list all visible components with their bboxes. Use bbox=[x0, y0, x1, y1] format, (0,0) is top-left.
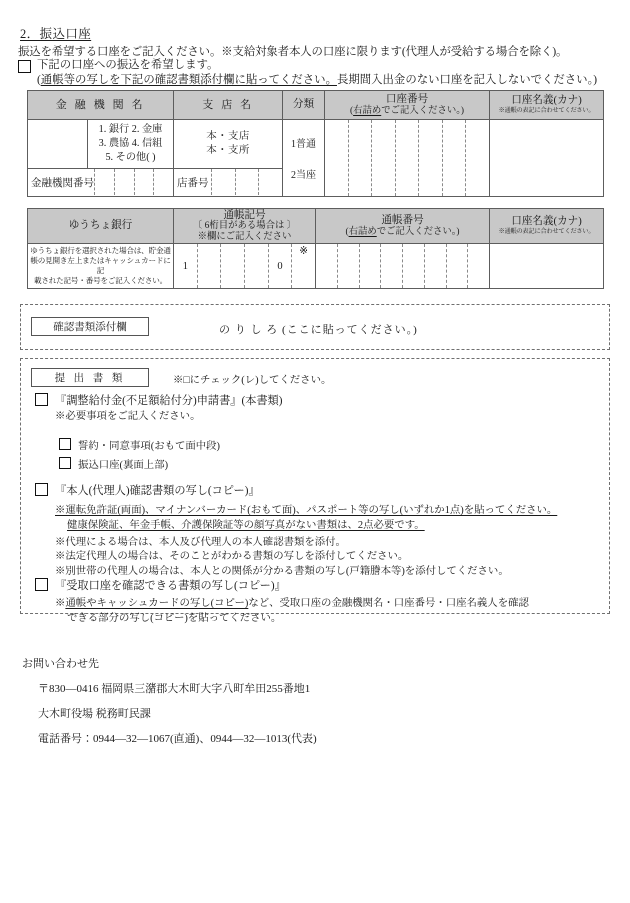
account-category-cell[interactable] bbox=[283, 120, 325, 197]
wish-transfer-text bbox=[37, 58, 597, 88]
header-branch-name: 支 店 名 bbox=[174, 91, 283, 120]
bank-table-entry-row bbox=[28, 120, 604, 169]
branch-number-cell-box[interactable] bbox=[259, 169, 282, 195]
submit-item-3 bbox=[35, 577, 286, 593]
yucho-header-row bbox=[28, 209, 604, 244]
submit-item-2-note-2: ※法定代理人の場合は、そのことがわかる書類の写しを添付してください。 bbox=[55, 551, 409, 563]
submit-subitem-2 bbox=[59, 456, 168, 471]
passbook-number-cell[interactable] bbox=[360, 244, 382, 288]
branch-option-1: 本・支店 bbox=[206, 131, 250, 142]
branch-option-2: 本・支所 bbox=[206, 144, 250, 156]
wish-transfer-checkbox[interactable] bbox=[18, 60, 31, 73]
header-yucho-holder: 口座名義(カナ) ※通帳の表記に合わせてください。 bbox=[490, 209, 604, 244]
section-lead-text: 振込を希望する口座をご記入ください。※支給対象者本人の口座に限ります(代理人が受給する場合を除く)。 bbox=[18, 46, 568, 58]
submit-item-3-note-rest: など、受取口座の金融機関名・口座番号・口座名義人を確認 bbox=[248, 598, 529, 609]
passbook-symbol-cell[interactable] bbox=[245, 244, 269, 288]
passbook-number-cells[interactable] bbox=[316, 244, 490, 289]
header-institution-name: 金 融 機 関 名 bbox=[28, 91, 174, 120]
passbook-number-cell[interactable] bbox=[425, 244, 447, 288]
submit-item-3-note-line2: できる部分の写し(コピー)を貼ってください。 bbox=[67, 612, 282, 624]
institution-number-cell-box[interactable] bbox=[154, 169, 173, 195]
account-holder-input[interactable] bbox=[490, 120, 604, 197]
account-number-cell[interactable] bbox=[396, 120, 420, 196]
passbook-symbol-cell[interactable]: 0 bbox=[269, 244, 293, 288]
branch-number-cell-box[interactable] bbox=[212, 169, 236, 195]
yucho-instruction-note bbox=[28, 244, 174, 289]
header-passbook-number: 通帳番号 (右詰めでご記入ください。) bbox=[316, 209, 490, 244]
bank-table-header-row bbox=[28, 91, 604, 120]
branch-number-label: 店番号 bbox=[174, 169, 212, 195]
submit-subitem-1-label: 誓約・同意事項(おもて面中段) bbox=[78, 441, 220, 452]
yucho-account-table bbox=[27, 208, 604, 289]
branch-name-input[interactable] bbox=[174, 120, 283, 169]
submit-item-2-note-underlined-2: 健康保険証、年金手帳、介護保険証等の顔写真がない書類は、2点必要です。 bbox=[67, 519, 425, 531]
account-number-grid[interactable] bbox=[325, 120, 489, 196]
yucho-holder-input[interactable] bbox=[490, 244, 604, 289]
branch-number-cell[interactable] bbox=[174, 168, 283, 196]
category-option-futsu[interactable]: 1普通 bbox=[291, 139, 316, 150]
submit-item-2 bbox=[35, 482, 260, 498]
submit-item-3-checkbox[interactable] bbox=[35, 578, 48, 591]
passbook-symbol-cells[interactable] bbox=[174, 244, 316, 289]
submit-subitem-2-label: 振込口座(裏面上部) bbox=[78, 460, 169, 471]
contact-office: 大木町役場 税務町民課 bbox=[38, 708, 151, 720]
yucho-note-line: ゆうちょ銀行を選択された場合は、貯金通 bbox=[30, 245, 171, 255]
institution-number-cell-box[interactable] bbox=[115, 169, 135, 195]
account-number-cell[interactable] bbox=[419, 120, 443, 196]
header-account-number-sub: (右詰めでご記入ください。) bbox=[349, 105, 465, 116]
passbook-symbol-cell[interactable] bbox=[221, 244, 245, 288]
submit-item-1-checkbox[interactable] bbox=[35, 393, 48, 406]
institution-number-cell-box[interactable] bbox=[95, 169, 115, 195]
header-yucho-bank: ゆうちょ銀行 bbox=[28, 209, 174, 244]
attachment-panel-instruction: の り し ろ (ここに貼ってください。) bbox=[219, 324, 418, 336]
submit-panel-label: 提 出 書 類 bbox=[31, 368, 149, 387]
account-number-cell[interactable] bbox=[443, 120, 467, 196]
submit-item-3-note-underlined: 通帳やキャッシュカードの写し(コピー) bbox=[65, 598, 249, 609]
submit-item-1 bbox=[35, 392, 282, 425]
attachment-panel-label: 確認書類添付欄 bbox=[31, 317, 149, 336]
passbook-number-cell[interactable] bbox=[468, 244, 489, 288]
header-passbook-number-sub: (右詰めでご記入ください。) bbox=[345, 226, 460, 237]
institution-number-cell-box[interactable] bbox=[135, 169, 155, 195]
wish-line-1: 下記の口座への振込を希望します。 bbox=[37, 59, 219, 71]
submit-item-1-label: 『調整給付金(不足額給付分)申請書』(本書類) bbox=[55, 395, 283, 407]
submit-item-3-label: 『受取口座を確認できる書類の写し(コピー)』 bbox=[55, 580, 286, 592]
branch-number-grid[interactable] bbox=[174, 169, 282, 195]
submit-item-2-note-1: ※代理による場合は、本人及び代理人の本人確認書類を添付。 bbox=[55, 536, 346, 548]
category-option-toza[interactable]: 2当座 bbox=[291, 170, 316, 181]
header-passbook-symbol: 通帳記号 〔 6桁目がある場合は 〕 ※欄にご記入ください bbox=[174, 209, 316, 244]
submit-item-2-note-3: ※別世帯の代理人の場合は、本人との関係が分かる書類の写し(戸籍謄本等)を添付してください。 bbox=[55, 566, 509, 578]
header-account-holder: 口座名義(カナ) ※通帳の表記に合わせてください。 bbox=[490, 91, 604, 120]
passbook-number-cell[interactable] bbox=[403, 244, 425, 288]
institution-type-option-3[interactable]: 5. その他( ) bbox=[105, 151, 156, 163]
account-number-cell[interactable] bbox=[372, 120, 396, 196]
passbook-number-cell[interactable] bbox=[338, 244, 360, 288]
header-category: 分類 bbox=[283, 91, 325, 120]
header-yucho-holder-note: ※通帳の表記に合わせてください。 bbox=[498, 227, 595, 235]
header-passbook-symbol-line3: ※欄にご記入ください bbox=[197, 231, 292, 242]
attachment-panel bbox=[20, 304, 610, 350]
institution-type-option-1[interactable]: 1. 銀行 2. 金庫 bbox=[98, 124, 163, 136]
submit-item-2-note-underlined-1: ※運転免許証(両面)、マイナンバーカード(おもて面)、パスポート等の写し(いずれか1点)を貼ってください。 bbox=[55, 505, 558, 516]
account-number-cell[interactable] bbox=[349, 120, 373, 196]
yucho-note-line: 載された記号・番号をご記入ください。 bbox=[33, 276, 168, 286]
contact-address: 〒830—0416 福岡県三潴郡大木町大字八町牟田255番地1 bbox=[38, 683, 311, 695]
section-title: 2．振込口座 bbox=[20, 27, 92, 41]
wish-line-2-rest: 長期間入出金のない口座を記入しないでください。) bbox=[336, 74, 598, 87]
branch-number-cell-box[interactable] bbox=[236, 169, 260, 195]
submit-item-2-notes bbox=[55, 504, 557, 580]
account-number-cell[interactable] bbox=[325, 120, 349, 196]
header-account-holder-note: ※通帳の表記に合わせてください。 bbox=[498, 106, 595, 114]
bank-account-table bbox=[27, 90, 604, 197]
wish-transfer-row bbox=[18, 58, 597, 88]
submit-item-3-notes bbox=[55, 597, 529, 627]
institution-number-label: 金融機関番号 bbox=[28, 169, 95, 195]
contact-footer bbox=[22, 655, 317, 755]
submit-item-1-note: ※必要事項をご記入ください。 bbox=[55, 411, 201, 422]
yucho-entry-row bbox=[28, 244, 604, 289]
institution-name-input[interactable] bbox=[28, 120, 88, 169]
institution-type-option-2[interactable]: 3. 農協 4. 信組 bbox=[98, 138, 163, 150]
passbook-symbol-cell[interactable]: 1 bbox=[174, 244, 198, 288]
submit-item-3-note-line1: ※通帳やキャッシュカードの写し(コピー)など、受取口座の金融機関名・口座番号・口座名義人を確認 bbox=[55, 598, 529, 609]
wish-line-2-underlined: 通帳等の写しを下記の確認書類添付欄に貼ってください。 bbox=[40, 74, 337, 87]
submit-item-2-label: 『本人(代理人)確認書類の写し(コピー)』 bbox=[55, 485, 260, 497]
submit-item-2-checkbox[interactable] bbox=[35, 483, 48, 496]
passbook-number-cell[interactable] bbox=[381, 244, 403, 288]
submit-subitem-1 bbox=[59, 437, 220, 452]
submit-documents-panel bbox=[20, 358, 610, 624]
contact-heading: お問い合わせ先 bbox=[22, 658, 99, 670]
submit-subitem-2-checkbox[interactable] bbox=[59, 457, 71, 469]
submit-subitem-1-checkbox[interactable] bbox=[59, 438, 71, 450]
account-number-cell[interactable] bbox=[466, 120, 489, 196]
header-account-number: 口座番号 (右詰めでご記入ください。) bbox=[325, 91, 490, 120]
passbook-symbol-grid[interactable] bbox=[174, 244, 315, 288]
passbook-number-cell[interactable] bbox=[316, 244, 338, 288]
yucho-note-line: 帳の見開き左上またはキャッシュカードに記 bbox=[30, 255, 171, 275]
account-number-cells[interactable] bbox=[325, 120, 490, 197]
passbook-symbol-extra-cell[interactable]: ※ bbox=[299, 246, 309, 257]
passbook-number-grid[interactable] bbox=[316, 244, 489, 288]
institution-type-options[interactable] bbox=[88, 120, 174, 169]
submit-check-instruction: ※□にチェック(レ)してください。 bbox=[173, 375, 332, 386]
passbook-symbol-cell[interactable] bbox=[198, 244, 222, 288]
institution-number-grid[interactable] bbox=[28, 169, 173, 195]
contact-phone: 電話番号：0944—32—1067(直通)、0944—32—1013(代表) bbox=[38, 733, 317, 745]
institution-number-cell[interactable] bbox=[28, 168, 174, 196]
header-passbook-symbol-line2: 〔 6桁目がある場合は 〕 bbox=[192, 221, 297, 232]
passbook-number-cell[interactable] bbox=[447, 244, 469, 288]
wish-line-2: (通帳等の写しを下記の確認書類添付欄に貼ってください。長期間入出金のない口座を記入しないでください。) bbox=[37, 74, 598, 87]
